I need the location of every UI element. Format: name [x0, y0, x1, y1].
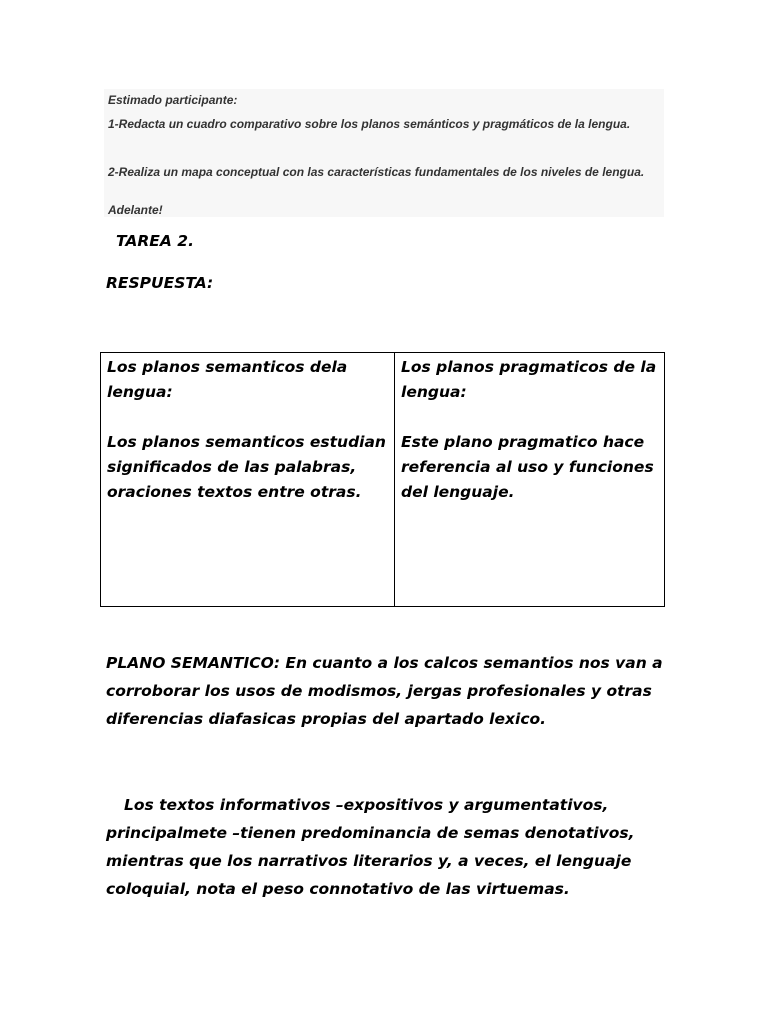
- instructions-box: [104, 89, 664, 217]
- pragmatic-cell: [395, 353, 665, 607]
- instructions-greeting: Estimado participante:: [108, 93, 238, 107]
- instructions-item-2: 2-Realiza un mapa conceptual con las características fundamentales de los niveles de lengua.: [108, 165, 645, 179]
- texts-paragraph: Los textos informativos –expositivos y argumentativos, principalmete –tienen predominancia de semas denotativos, mientras que los narrativos literarios y, a veces, el lenguaje coloquial, nota el peso connotativo de las virtuemas.: [106, 796, 635, 898]
- pragmatic-body: Este plano pragmatico hace referencia al uso y funciones del lenguaje.: [401, 433, 654, 501]
- semantic-heading: Los planos semanticos dela lengua:: [107, 358, 348, 401]
- semantic-body: Los planos semanticos estudian significados de las palabras, oraciones textos entre otras.: [107, 433, 386, 501]
- table-row: [101, 353, 665, 607]
- comparison-table: [100, 352, 665, 607]
- semantic-cell: [101, 353, 395, 607]
- pragmatic-heading: Los planos pragmaticos de la lengua:: [401, 358, 657, 401]
- instructions-closing: Adelante!: [108, 203, 163, 217]
- task-title: TAREA 2.: [116, 232, 194, 250]
- answer-label: RESPUESTA:: [106, 274, 214, 292]
- semantic-plane-paragraph: PLANO SEMANTICO: En cuanto a los calcos semantios nos van a corroborar los usos de modismos, jergas profesionales y otras diferencias diafasicas propias del apartado lexico.: [106, 654, 663, 728]
- instructions-item-1: 1-Redacta un cuadro comparativo sobre los planos semánticos y pragmáticos de la lengua.: [108, 117, 631, 131]
